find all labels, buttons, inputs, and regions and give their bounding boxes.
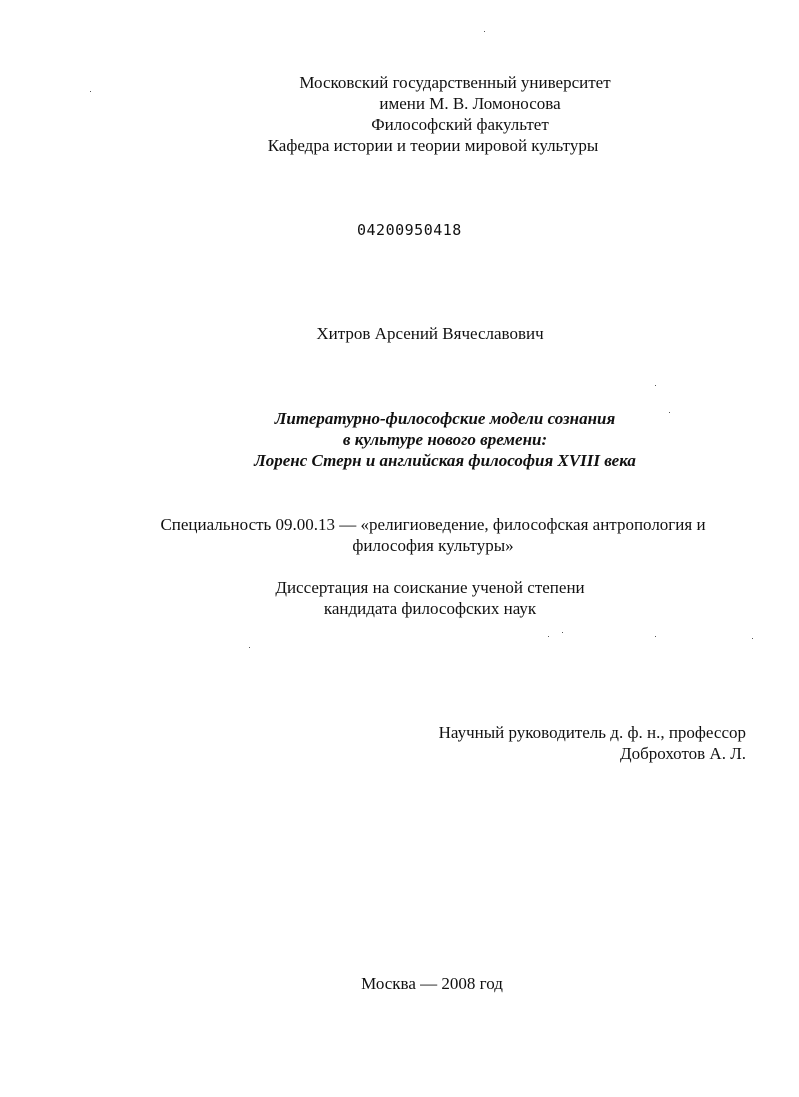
degree-line-1: Диссертация на соискание ученой степени [275, 578, 585, 597]
supervisor-line-2: Доброхотов А. Л. [620, 744, 746, 763]
scan-speck [90, 91, 91, 92]
place-and-year: Москва — 2008 год [361, 974, 503, 993]
scan-speck [655, 636, 656, 637]
scan-speck [752, 638, 753, 639]
degree-line-2: кандидата философских наук [323, 599, 537, 618]
specialty-line-2: философия культуры» [352, 536, 514, 555]
university-name: Московский государственный университет [299, 73, 611, 92]
scan-speck [484, 31, 485, 32]
scan-speck [655, 385, 656, 386]
scan-speck [669, 412, 670, 413]
dissertation-title-line-3: Лоренс Стерн и английская философия XVIII века [254, 451, 636, 470]
faculty-name: Философский факультет [371, 115, 549, 134]
author-name: Хитров Арсений Вячеславович [316, 324, 544, 343]
specialty-line-1: Специальность 09.00.13 — «религиоведение, философская антропология и [160, 515, 706, 534]
supervisor-line-1: Научный руководитель д. ф. н., профессор [438, 723, 746, 742]
department-name: Кафедра истории и теории мировой культуры [267, 136, 599, 155]
dissertation-title-line-1: Литературно-философские модели сознания [274, 409, 616, 428]
dissertation-title-line-2: в культуре нового времени: [342, 430, 548, 449]
scan-speck [548, 636, 549, 637]
university-named-after: имени М. В. Ломоносова [379, 94, 561, 113]
scan-speck [249, 647, 250, 648]
scan-speck [562, 632, 563, 633]
catalog-number: 04200950418 [357, 221, 462, 239]
